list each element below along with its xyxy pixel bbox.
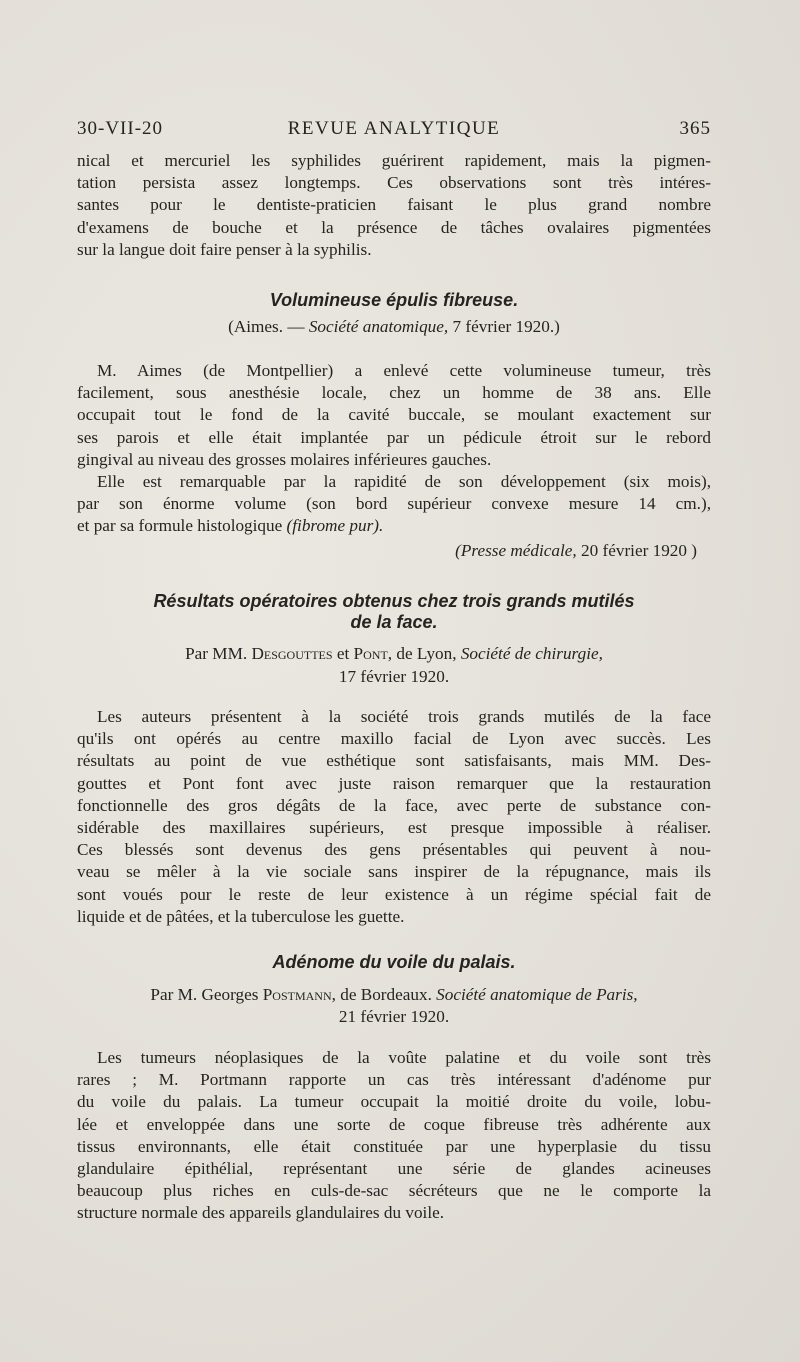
text-line: d'examens de bouche et la présence de tâches ovalaires pigmentées <box>77 217 711 237</box>
text-line: lée et enveloppée dans une sorte de coque fibreuse très adhérente aux <box>77 1114 711 1134</box>
text-line: qu'ils ont opérés au centre maxillo facial de Lyon avec succès. Les <box>77 729 711 749</box>
text-line: Ces blessés sont devenus des gens présentables qui peuvent à nou- <box>77 840 711 860</box>
byline-author: Pont <box>353 644 388 663</box>
byline-author: (Aimes. — <box>228 317 309 336</box>
text-line: par son énorme volume (son bord supérieur convexe mesure 14 cm.), <box>77 494 711 514</box>
text-line: tation persista assez longtemps. Ces observations sont très intéres- <box>77 173 711 193</box>
text-line: sidérable des maxillaires supérieurs, est presque impossible à réaliser. <box>77 817 711 837</box>
byline-place: , de Lyon, <box>387 644 461 663</box>
text-line: Elle est remarquable par la rapidité de son développement (six mois), <box>97 471 711 491</box>
byline-source: Société de chirurgie, <box>460 644 603 663</box>
article-byline <box>77 985 711 1005</box>
text-run: et par sa formule histologique <box>77 516 287 536</box>
byline-source: Société anatomique, <box>308 317 449 336</box>
citation-source: (Presse médicale, <box>455 541 577 560</box>
byline-author: Postmann <box>262 985 332 1004</box>
byline-source: Société anatomique de Paris, <box>436 985 638 1004</box>
text-line: nical et mercuriel les syphilides guérirent rapidement, mais la pigmen- <box>77 151 711 170</box>
header-page-number: 365 <box>679 118 711 139</box>
text-line: Les tumeurs néoplasiques de la voûte palatine et du voile sont très <box>97 1048 711 1067</box>
article-title <box>77 591 711 633</box>
text-line: fonctionnelle des gros dégâts de la face, avec perte de substance con- <box>77 795 711 815</box>
text-line: rares ; M. Portmann rapporte un cas très intéressant d'adénome pur <box>77 1070 711 1090</box>
byline-prefix: Par MM. <box>185 644 252 663</box>
intro-paragraph <box>77 150 711 261</box>
title-line: de la face. <box>350 612 438 632</box>
text-line: tissus environnants, elle était constituée par une hyperplasie du tissu <box>77 1136 711 1156</box>
text-line: ses parois et elle était implantée par un pédicule étroit sur le rebord <box>77 427 711 447</box>
text-line: gingival au niveau des grosses molaires inférieures gauches. <box>77 449 492 469</box>
header-journal-title: REVUE ANALYTIQUE <box>287 118 501 139</box>
text-line: résultats au point de vue esthétique sont satisfaisants, mais MM. Des- <box>77 751 711 771</box>
header-date: 30-VII-20 <box>77 118 164 139</box>
text-line: sont voués pour le reste de leur existence à un régime spécial fait de <box>77 884 711 904</box>
byline-mid: et <box>332 644 354 663</box>
article-date: 17 février 1920. <box>338 667 450 686</box>
article-paragraph <box>77 706 711 928</box>
text-line: du voile du palais. La tumeur occupait la moitié droite du voile, lobu- <box>77 1092 711 1112</box>
text-line: structure normale des appareils glandulaires du voile. <box>77 1203 445 1223</box>
text-line: santes pour le dentiste-praticien faisant le plus grand nombre <box>77 195 711 215</box>
text-line: gouttes et Pont font avec juste raison remarquer que la restauration <box>77 773 711 793</box>
title-line: Résultats opératoires obtenus chez trois grands mutilés <box>153 591 635 611</box>
text-line: liquide et de pâtées, et la tuberculose les guette. <box>77 906 405 926</box>
byline-place: , de Bordeaux. <box>331 985 437 1004</box>
text-line: veau se mêler à la vie sociale sans inspirer de la répugnance, mais ils <box>77 862 711 882</box>
text-line: facilement, sous anesthésie locale, chez un homme de 38 ans. Elle <box>77 383 711 403</box>
byline-author: Desgouttes <box>251 644 333 663</box>
text-line <box>77 515 711 537</box>
text-line: M. Aimes (de Montpellier) a enlevé cette volumineuse tumeur, très <box>97 361 711 380</box>
byline-prefix: Par M. Georges <box>150 985 263 1004</box>
citation-date: 20 février 1920 ) <box>576 541 697 560</box>
article-paragraph <box>77 360 711 538</box>
article-paragraph <box>77 1047 711 1225</box>
text-line: occupait tout le fond de la cavité buccale, se moulant exactement sur <box>77 405 711 425</box>
article-byline <box>77 644 711 664</box>
article-title: Volumineuse épulis fibreuse. <box>269 290 519 310</box>
article-date: 21 février 1920. <box>338 1007 450 1026</box>
text-run-italic: (fibrome pur). <box>286 516 384 536</box>
text-line: Les auteurs présentent à la société trois grands mutilés de la face <box>97 707 711 726</box>
running-header <box>77 118 711 148</box>
article-title: Adénome du voile du palais. <box>272 952 516 972</box>
text-line: sur la langue doit faire penser à la syphilis. <box>77 239 372 259</box>
article-byline <box>77 317 711 337</box>
citation <box>455 541 697 561</box>
text-line: beaucoup plus riches en culs-de-sac sécréteurs que ne le comporte la <box>77 1181 711 1201</box>
byline-date: 7 février 1920.) <box>448 317 560 336</box>
text-line: glandulaire épithélial, représentant une série de glandes acineuses <box>77 1158 711 1178</box>
